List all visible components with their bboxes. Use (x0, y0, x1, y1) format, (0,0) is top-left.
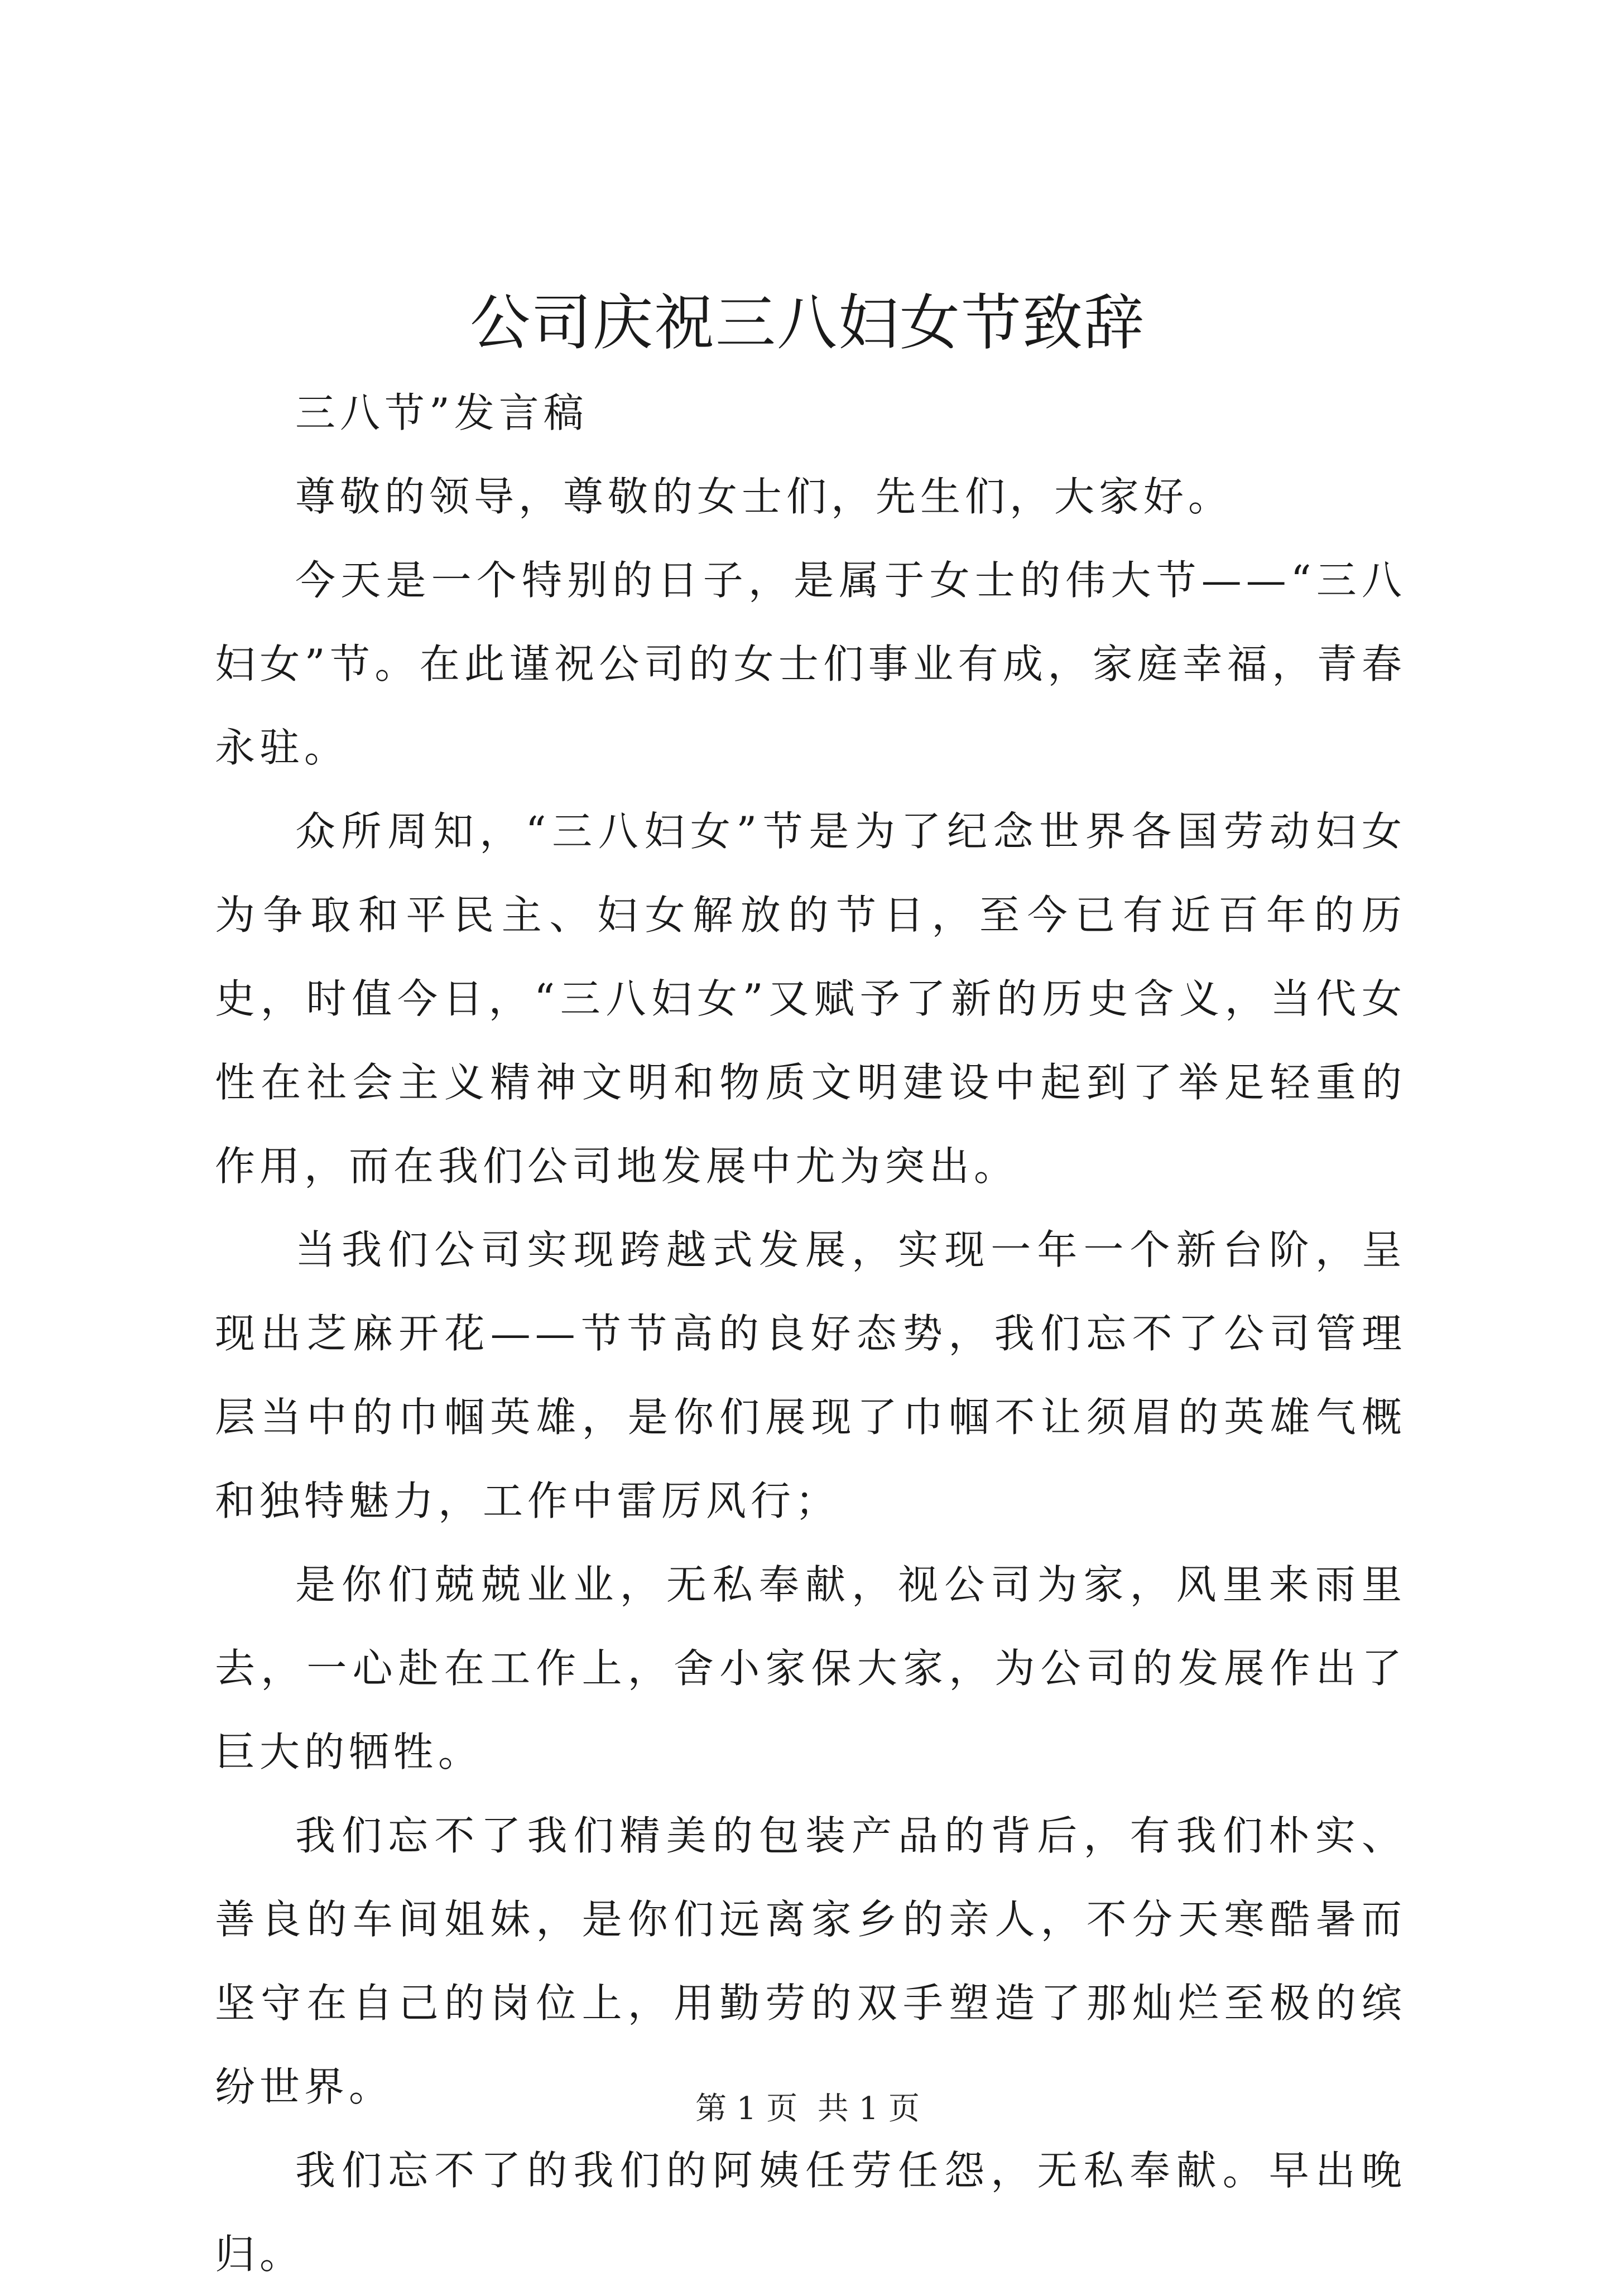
page-number: 第 1 页 共 1 页 (695, 2091, 920, 2127)
paragraph-history: 众所周知，“三八妇女”节是为了纪念世界各国劳动妇女为争取和平民主、妇女解放的节日，至今已有近百年的历史，时值今日，“三八妇女”又赋予了新的历史含义，当代女性在社会主义精神文明和物质文明建设中起到了举足轻重的作用，而在我们公司地发展中尤为突出。 (215, 808, 1406, 1190)
paragraph-heading-line: 三八节”发言稿 (295, 389, 588, 436)
document-title: 公司庆祝三八妇女节致辞 (469, 288, 1145, 358)
paragraph-dedication: 是你们兢兢业业，无私奉献，视公司为家，风里来雨里去，一心赴在工作上，舍小家保大家，为公司的发展作出了巨大的牺牲。 (215, 1561, 1406, 1775)
paragraph-greeting: 尊敬的领导，尊敬的女士们，先生们，大家好。 (295, 473, 1233, 520)
page-footer (0, 2087, 1615, 2131)
paragraph-management: 当我们公司实现跨越式发展，实现一年一个新台阶，呈现出芝麻开花——节节高的良好态势，我们忘不了公司管理层当中的巾帼英雄，是你们展现了巾帼不让须眉的英雄气概和独特魅力，工作中雷厉风行； (215, 1226, 1406, 1524)
paragraph-blessing: 今天是一个特别的日子，是属于女士的伟大节——“三八妇女”节。在此谨祝公司的女士们事业有成，家庭幸福，青春永驻。 (215, 557, 1406, 771)
document-body (215, 371, 1406, 2296)
paragraph-aunties: 我们忘不了的我们的阿姨任劳任怨，无私奉献。早出晚归。 (215, 2147, 1406, 2278)
paragraph-workshop: 我们忘不了我们精美的包装产品的背后，有我们朴实、善良的车间姐妹，是你们远离家乡的亲人，不分天寒酷暑而坚守在自己的岗位上，用勤劳的双手塑造了那灿烂至极的缤纷世界。 (215, 1812, 1406, 2110)
